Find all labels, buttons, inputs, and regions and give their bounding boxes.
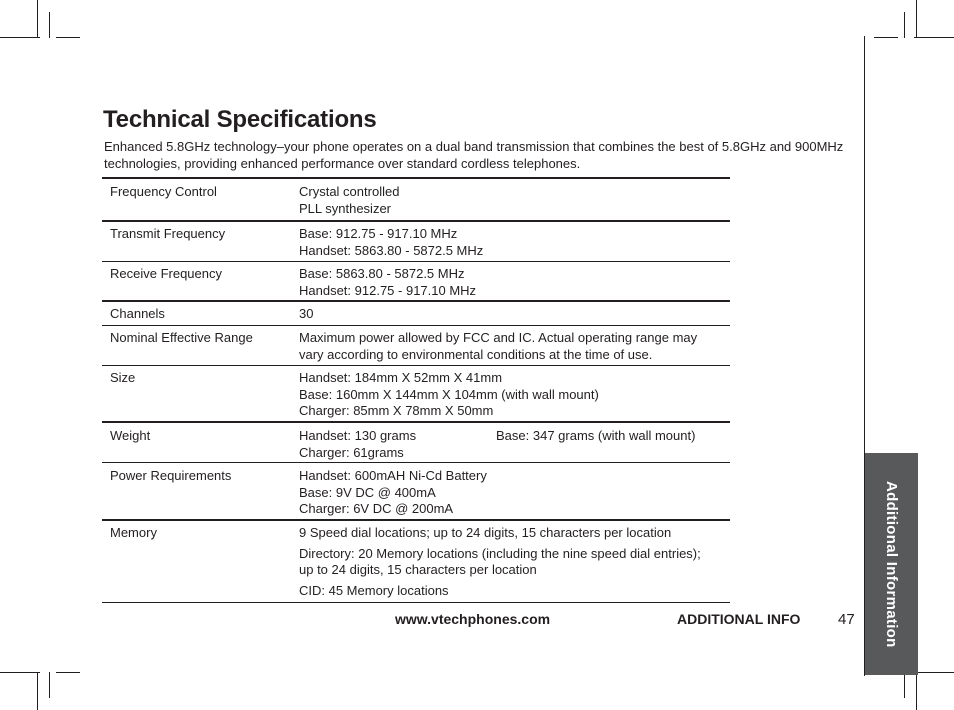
spec-label: Weight: [110, 428, 151, 443]
crop-mark: [904, 12, 905, 38]
spec-row-nominal-effective-range: [102, 326, 730, 366]
spec-line: Base: 5863.80 - 5872.5 MHz: [299, 266, 465, 281]
footer-website-link[interactable]: www.vtechphones.com: [395, 611, 551, 627]
spec-line: Charger: 61grams: [299, 444, 404, 460]
crop-mark: [37, 672, 38, 710]
spec-row-transmit-frequency: [102, 222, 730, 262]
spec-line: 9 Speed dial locations; up to 24 digits, 15 characters per location: [299, 525, 672, 540]
crop-mark: [874, 37, 898, 38]
crop-mark: [914, 37, 954, 38]
spec-line: Charger: 85mm X 78mm X 50mm: [299, 403, 494, 418]
spec-line: Base: 347 grams (with wall mount): [496, 428, 696, 443]
spec-line: Base: 160mm X 144mm X 104mm (with wall mount): [299, 386, 599, 402]
spec-line: Charger: 6V DC @ 200mA: [299, 501, 454, 516]
spec-label: Nominal Effective Range: [110, 330, 253, 345]
crop-mark: [49, 12, 50, 38]
spec-row-frequency-control: [102, 179, 730, 222]
footer-section-name: ADDITIONAL INFO: [677, 611, 801, 627]
spec-line: vary according to environmental conditions at the time of use.: [299, 346, 653, 362]
spec-row-memory: [102, 521, 730, 603]
spec-value: [299, 428, 730, 462]
spec-value: [299, 370, 730, 421]
spec-line: Base: 912.75 - 917.10 MHz: [299, 226, 458, 241]
spec-value: [299, 184, 730, 220]
spec-line: 30: [299, 306, 314, 321]
spec-line: Maximum power allowed by FCC and IC. Actual operating range may: [299, 330, 698, 345]
spec-line: Directory: 20 Memory locations (including the nine speed dial entries);: [299, 545, 701, 561]
intro-paragraph: Enhanced 5.8GHz technology–your phone operates on a dual band transmission that combines the best of 5.8GHz and 900MHz technologies, providing enhanced performance over standard cordless telephones.: [104, 139, 844, 171]
spec-label: Frequency Control: [110, 184, 217, 199]
crop-mark: [914, 672, 954, 673]
spec-row-size: [102, 366, 730, 423]
spec-label: Size: [110, 370, 136, 385]
spec-line: Handset: 5863.80 - 5872.5 MHz: [299, 242, 484, 258]
crop-mark: [916, 672, 917, 710]
spec-label: Receive Frequency: [110, 266, 222, 281]
spec-value: [299, 226, 730, 261]
spec-value: [299, 330, 730, 365]
spec-value: [299, 306, 730, 325]
page-number: 47: [838, 611, 855, 628]
crop-mark: [916, 0, 917, 38]
crop-mark: [0, 672, 40, 673]
spec-row-power-requirements: [102, 463, 730, 521]
spec-line: Handset: 600mAH Ni-Cd Battery: [299, 468, 487, 483]
crop-mark: [56, 672, 80, 673]
spec-value: [299, 468, 730, 519]
spec-row-weight: [102, 423, 730, 463]
page-title: Technical Specifications: [103, 106, 377, 133]
spec-row-channels: [102, 302, 730, 326]
crop-mark: [37, 0, 38, 38]
spec-line: Handset: 184mm X 52mm X 41mm: [299, 370, 503, 385]
spec-line: up to 24 digits, 15 characters per location: [299, 562, 537, 577]
spec-label: Power Requirements: [110, 468, 232, 483]
spec-line: Base: 9V DC @ 400mA: [299, 484, 436, 500]
spec-label: Memory: [110, 525, 157, 540]
spec-table: [102, 177, 730, 603]
spec-line: PLL synthesizer: [299, 200, 392, 216]
spec-line: Handset: 912.75 - 917.10 MHz: [299, 282, 477, 298]
crop-mark: [56, 37, 80, 38]
section-tab-label: Additional Information: [883, 480, 900, 648]
crop-mark: [0, 37, 40, 38]
spec-row-receive-frequency: [102, 262, 730, 302]
crop-mark: [904, 672, 905, 698]
spec-value: [299, 266, 730, 300]
spec-value: [299, 525, 730, 602]
spec-line: CID: 45 Memory locations: [299, 582, 449, 598]
crop-mark: [49, 672, 50, 698]
spec-label: Channels: [110, 306, 165, 321]
spec-line: Crystal controlled: [299, 184, 400, 199]
spec-line: Handset: 130 grams: [299, 428, 417, 443]
section-tab: [865, 453, 918, 675]
spec-label: Transmit Frequency: [110, 226, 226, 241]
